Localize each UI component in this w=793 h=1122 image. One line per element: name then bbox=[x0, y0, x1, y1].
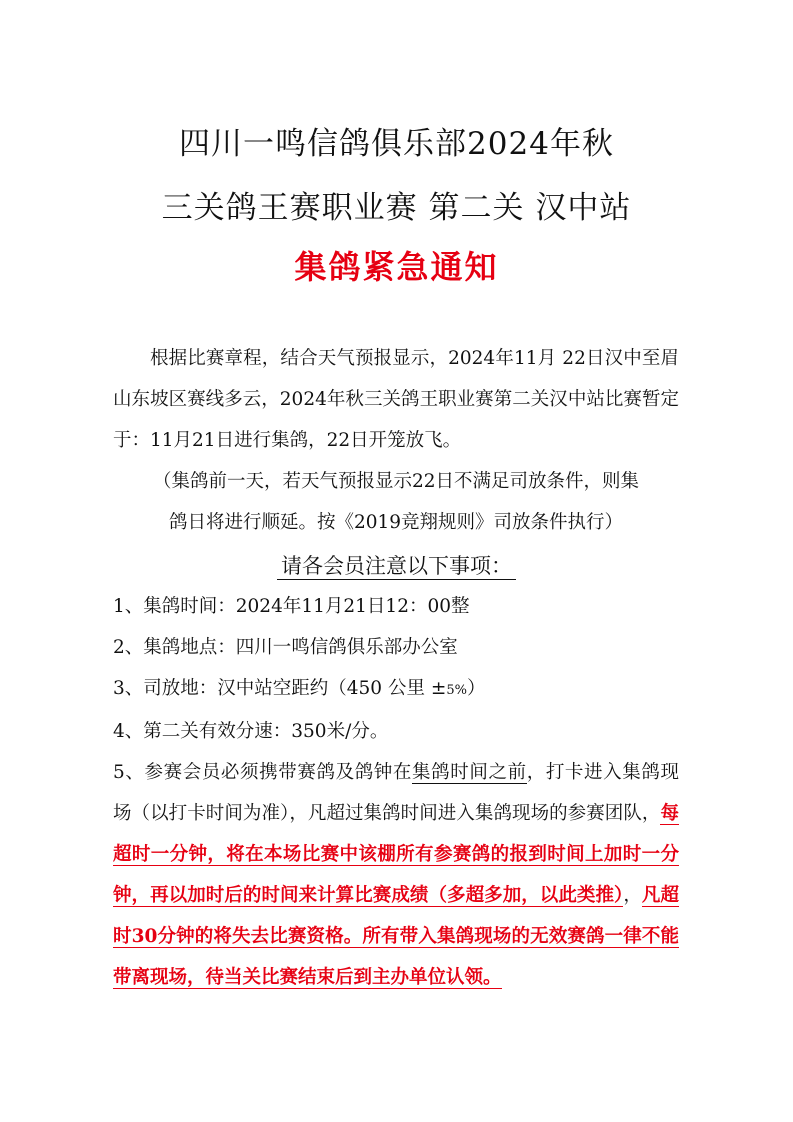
intro-note-line-1: （集鸽前一天，若天气预报显示22日不满足司放条件，则集 bbox=[152, 471, 640, 492]
item-release-site-end: ） bbox=[466, 678, 486, 699]
item-rules-penalty: 每超时一分钟，将在本场比赛中该棚所有参赛鸽的报到时间上加时一分钟，再以加时后的时间来计算比赛成绩（多超多加，以此类推） bbox=[113, 803, 679, 906]
item-rules bbox=[113, 752, 679, 998]
intro-section bbox=[113, 338, 679, 543]
item-gathering-place: 2、集鸽地点：四川一鸣信鸽俱乐部办公室 bbox=[113, 637, 458, 658]
item-gathering-time: 1、集鸽时间：2024年11月21日12：00整 bbox=[113, 596, 470, 617]
title-line-2: 三关鸽王赛职业赛 第二关 汉中站 bbox=[161, 190, 632, 226]
subheading-text: 请各会员注意以下事项： bbox=[277, 554, 516, 580]
subheading bbox=[0, 550, 793, 580]
item-rules-c: ， bbox=[623, 885, 642, 906]
item-rules-disqualify: 凡超时30分钟的将失去比赛资格。所有带入集鸽现场的无效赛鸽一律不能带离现场，待当关比赛结束后到主办单位认领。 bbox=[113, 885, 679, 988]
item-valid-speed: 4、第二关有效分速：350米/分。 bbox=[113, 721, 389, 742]
item-rules-b: ，打卡进入集鸽现场（以打卡时间为准），凡超过集鸽时间进入集鸽现场的参赛团队， bbox=[113, 762, 679, 824]
item-release-site-text: 3、司放地：汉中站空距约（450 公里 ± bbox=[113, 678, 447, 699]
item-release-site-percent: 5% bbox=[446, 683, 467, 698]
intro-paragraph: 根据比赛章程，结合天气预报显示，2024年11月 22日汉中至眉山东坡区赛线多云，2024年秋三关鸽王职业赛第二关汉中站比赛暂定于：11月21日进行集鸽，22日开笼放飞。 bbox=[113, 348, 679, 451]
item-release-site bbox=[113, 668, 679, 711]
notice-title: 集鸽紧急通知 bbox=[294, 248, 499, 286]
item-rules-a: 5、参赛会员必须携带赛鸽及鸽钟在 bbox=[113, 762, 413, 783]
title-line-1: 四川一鸣信鸽俱乐部2024年秋 bbox=[179, 126, 614, 162]
item-rules-underlined: 集鸽时间之前 bbox=[412, 762, 527, 783]
intro-note-line-2: 鸽日将进行顺延。按《2019竞翔规则》司放条件执行） bbox=[168, 512, 624, 533]
notice-items bbox=[113, 586, 679, 998]
